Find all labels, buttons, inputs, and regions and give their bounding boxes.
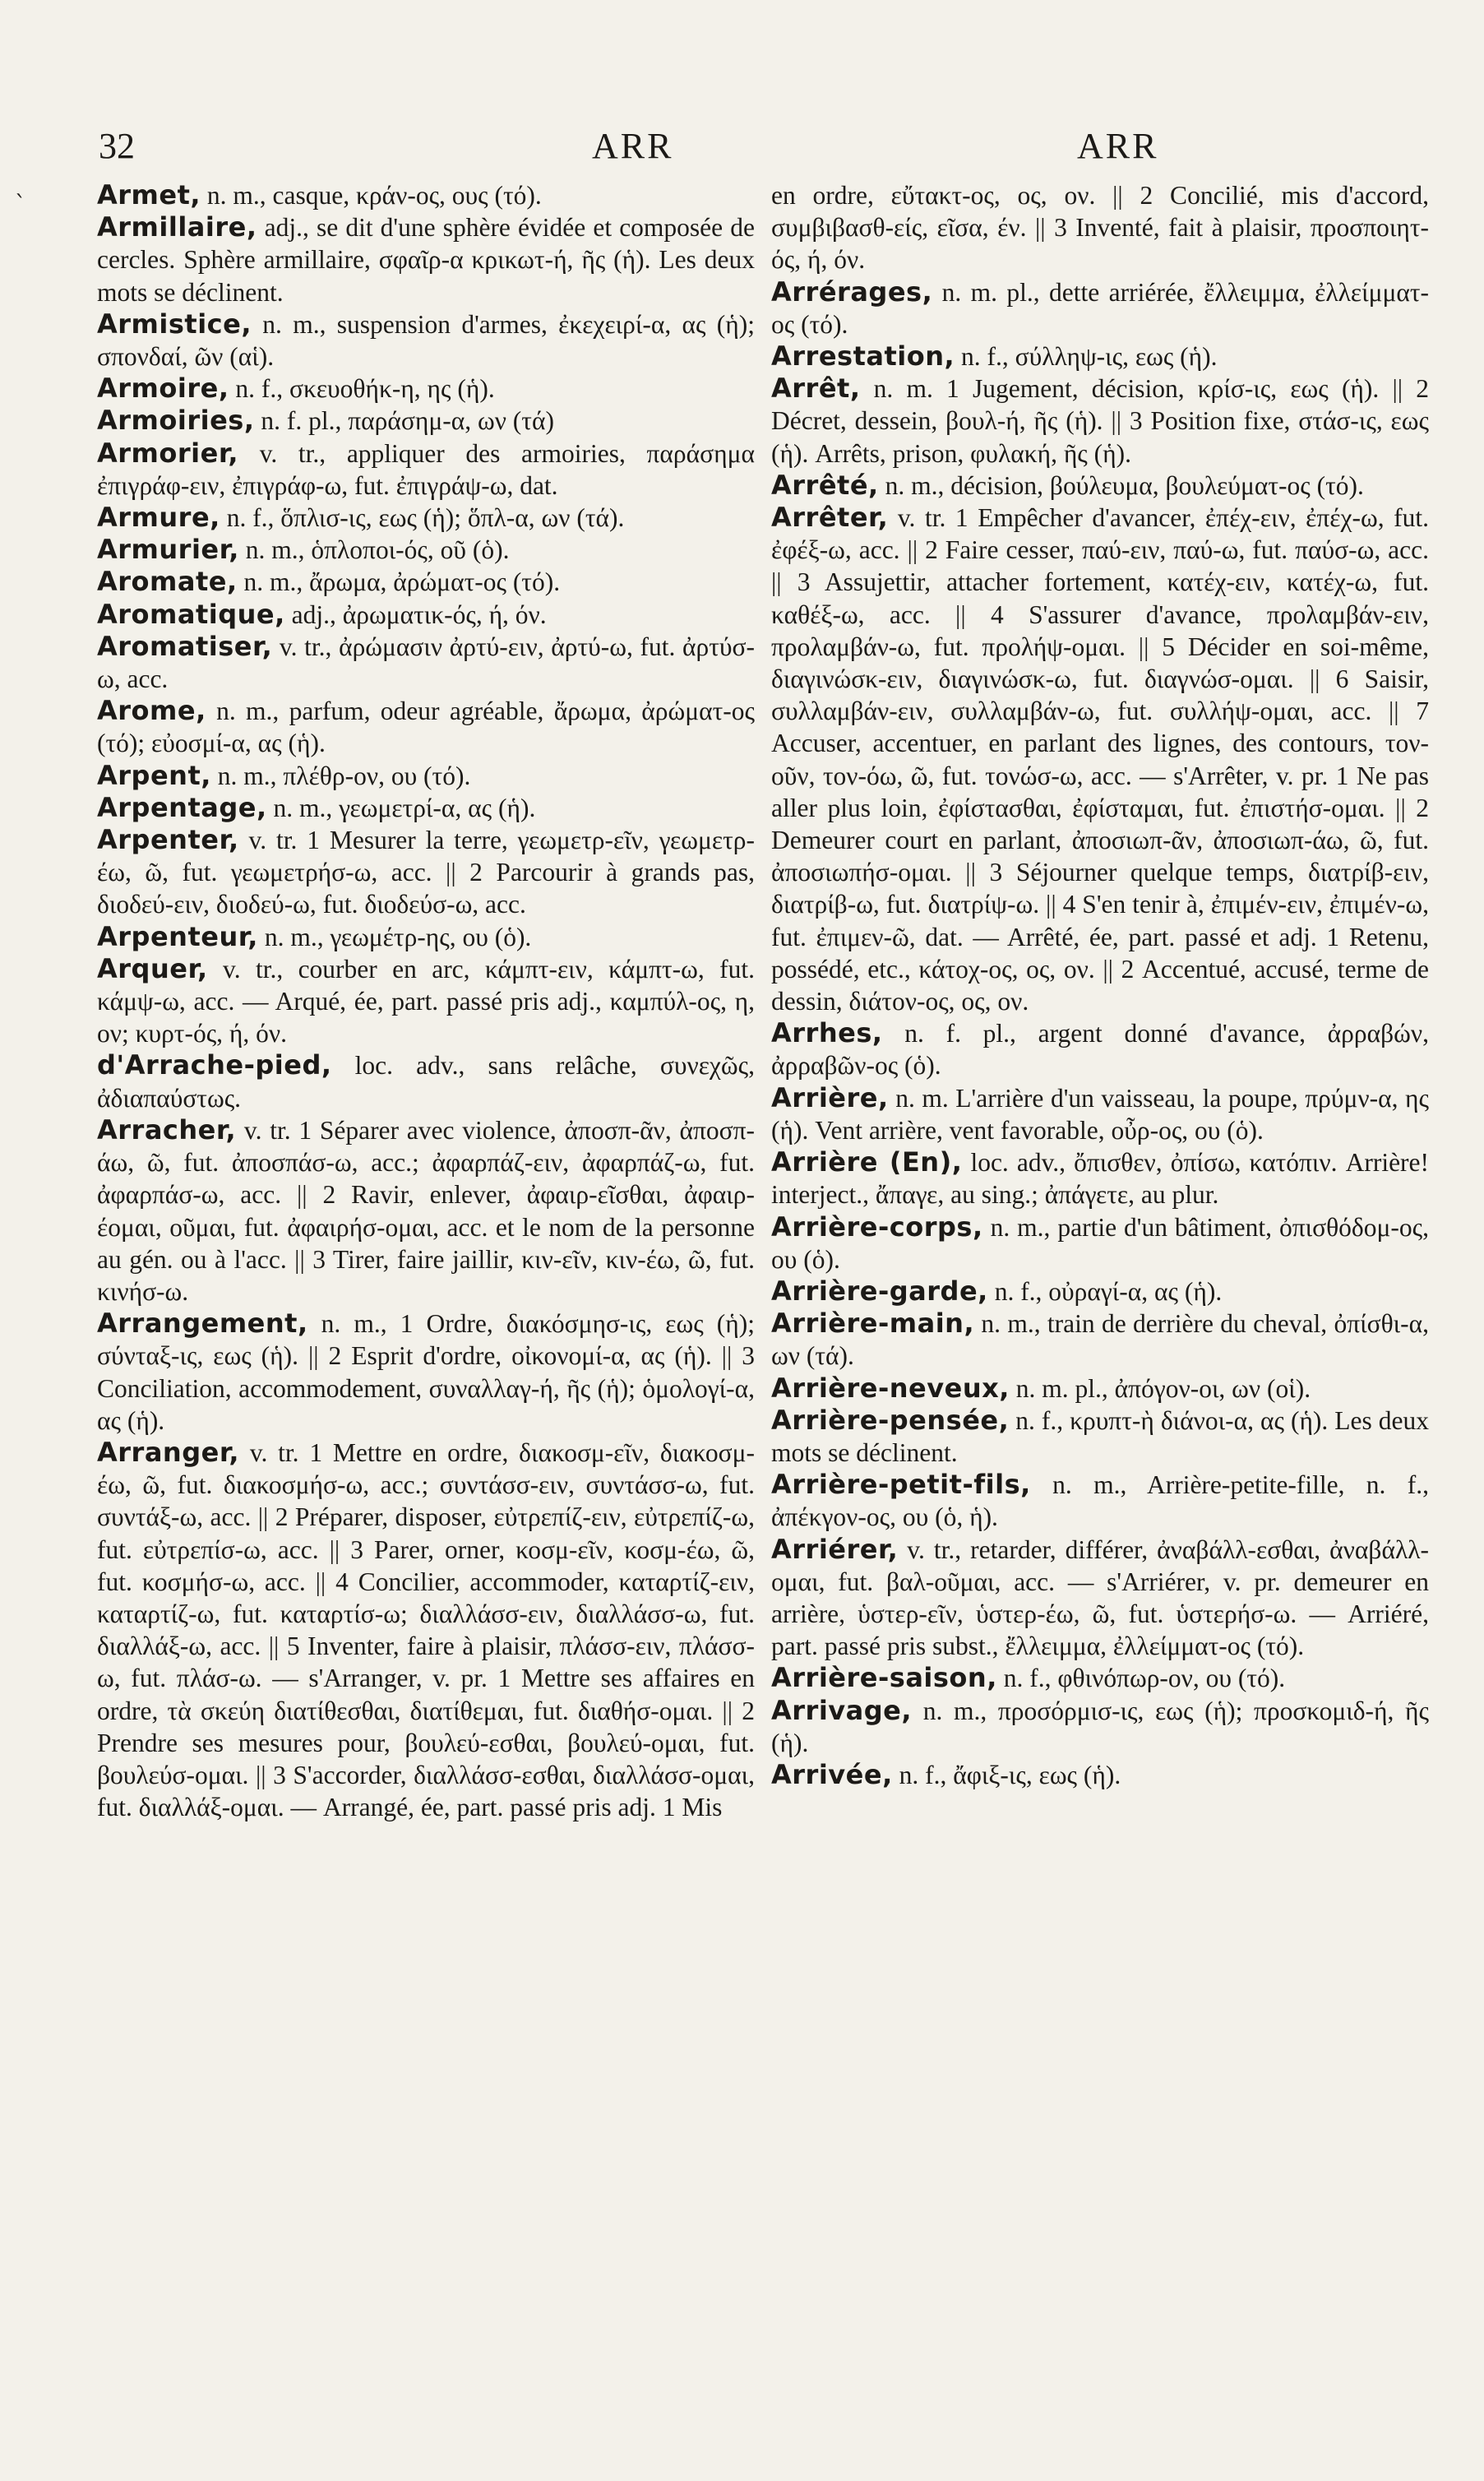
dictionary-entry <box>97 566 755 598</box>
dictionary-entry <box>771 1372 1429 1405</box>
entry-definition: adj., ἀρωματικ-ός, ή, όν. <box>284 599 547 629</box>
entry-headword: Arpent, <box>97 759 211 791</box>
entry-headword: Armoiries, <box>97 405 255 437</box>
entry-headword: Arrière-garde, <box>771 1275 988 1307</box>
dictionary-entry <box>771 340 1429 373</box>
entry-headword: Arranger, <box>97 1436 240 1468</box>
page-number: 32 <box>99 126 135 166</box>
entry-headword: Arome, <box>97 695 206 727</box>
entry-headword: Arrêté, <box>771 469 879 501</box>
dictionary-entry <box>97 502 755 534</box>
margin-mark: ` <box>15 191 26 218</box>
entry-definition: n. m., 1 Ordre, διακόσμησ-ις, εως (ἡ); σύνταξ-ις, εως (ἡ). || 2 Esprit d'ordre, οἰκονομί-α, ας (ἡ). || 3 Conciliation, accommodement, συναλλαγ-ή, ῆς (ἡ); ὁμολογί-α, ας (ἡ). <box>97 1309 755 1435</box>
dictionary-entry <box>771 1469 1429 1533</box>
entry-definition: n. f., οὐραγί-α, ας (ἡ). <box>987 1276 1223 1306</box>
dictionary-entry <box>97 373 755 405</box>
entry-headword: Armistice, <box>97 308 252 340</box>
entry-headword: Arrière, <box>771 1081 889 1113</box>
dictionary-entry <box>97 1049 755 1113</box>
entry-definition: v. tr. 1 Mesurer la terre, γεωμετρ-εῖν, γεωμετρ-έω, ῶ, fut. γεωμετρήσ-ω, acc. || 2 Parcourir à grands pas, διοδεύ-ειν, διοδεύ-ω, fut. διοδεύσ-ω, acc. <box>97 826 755 919</box>
entry-headword: Arrière-pensée, <box>771 1404 1010 1436</box>
running-head-right: ARR <box>1077 126 1159 166</box>
entry-headword: Arrière-neveux, <box>771 1372 1010 1404</box>
entry-headword: Armorier, <box>97 437 239 469</box>
dictionary-entry <box>97 631 755 695</box>
entry-headword: Arrière (En), <box>771 1146 963 1178</box>
entry-headword: Arrière-petit-fils, <box>771 1469 1031 1501</box>
dictionary-entry <box>771 470 1429 502</box>
entry-headword: Arrêter, <box>771 502 889 534</box>
entry-headword: Aromate, <box>97 566 238 598</box>
entry-headword: Arrérages, <box>771 275 933 308</box>
dictionary-entry <box>771 1275 1429 1308</box>
entry-headword: Aromatiser, <box>97 630 273 662</box>
entry-definition: loc. adv., ὄπισθεν, ὀπίσω, κατόπιν. Arrière! interject., ἄπαγε, au sing.; ἀπάγετε, au plur. <box>771 1148 1430 1210</box>
dictionary-entry <box>97 599 755 631</box>
dictionary-entry <box>97 405 755 437</box>
entry-headword: Arpentage, <box>97 791 267 823</box>
dictionary-entry <box>97 824 755 921</box>
entry-definition: n. f., κρυπτ-ὴ διάνοι-α, ας (ἡ). Les deux mots se déclinent. <box>771 1405 1429 1467</box>
entry-definition: n. m., προσόρμισ-ις, εως (ἡ); προσκομιδ-ή, ῆς (ἡ). <box>771 1696 1429 1757</box>
dictionary-entry <box>771 1534 1429 1663</box>
entry-headword: Arrêt, <box>771 373 861 405</box>
entry-definition: n. m., suspension d'armes, ἐκεχειρί-α, ας (ἡ); σπονδαί, ῶν (αἱ). <box>97 309 755 372</box>
dictionary-entry <box>771 179 1429 276</box>
running-head-left: ARR <box>592 126 674 166</box>
dictionary-entry <box>97 211 755 308</box>
dictionary-entry <box>97 308 755 373</box>
entry-headword: Arpenter, <box>97 824 239 856</box>
dictionary-entry <box>771 1759 1429 1791</box>
dictionary-entry <box>97 760 755 792</box>
entry-headword: Arrière-saison, <box>771 1662 997 1694</box>
entry-headword: Arrivée, <box>771 1758 893 1790</box>
entry-definition: n. f. pl., παράσημ-α, ων (τά) <box>254 406 554 436</box>
entry-headword: Armoire, <box>97 373 229 405</box>
dictionary-entry <box>97 179 755 211</box>
dictionary-entry <box>771 276 1429 340</box>
entry-definition: n. m., partie d'un bâtiment, ὀπισθόδομ-ος, ου (ὁ). <box>771 1212 1429 1274</box>
dictionary-entry <box>771 1662 1429 1694</box>
dictionary-entry <box>771 1211 1429 1275</box>
entry-definition: adj., se dit d'une sphère évidée et composée de cercles. Sphère armillaire, σφαῖρ-α κρικωτ-ή, ῆς (ἡ). Les deux mots se déclinent. <box>97 213 755 307</box>
entry-headword: d'Arrache-pied, <box>97 1049 332 1081</box>
entry-headword: Arrestation, <box>771 340 955 373</box>
entry-definition: n. m., γεωμετρί-α, ας (ἡ). <box>266 793 536 822</box>
entry-definition: en ordre, εὔτακτ-ος, ος, ον. || 2 Concilié, mis d'accord, συμβιβασθ-είς, εῖσα, έν. || 3 Inventé, fait à plaisir, προσποιητ-ός, ή, όν. <box>771 181 1429 275</box>
dictionary-entry <box>97 792 755 824</box>
dictionary-entry <box>97 534 755 566</box>
entry-definition: v. tr., appliquer des armoiries, παράσημα ἐπιγράφ-ειν, ἐπιγράφ-ω, fut. ἐπιγράψ-ω, dat. <box>97 438 755 500</box>
entry-headword: Armet, <box>97 179 201 211</box>
entry-definition: v. tr., ἀρώμασιν ἀρτύ-ειν, ἀρτύ-ω, fut. ἀρτύσ-ω, acc. <box>97 632 755 694</box>
entry-definition: n. m., parfum, odeur agréable, ἄρωμα, ἀρώματ-ος (τό); εὐοσμί-α, ας (ἡ). <box>97 697 755 758</box>
entry-definition: loc. adv., sans relâche, συνεχῶς, ἀδιαπαύστως. <box>97 1051 755 1113</box>
entry-definition: n. m., décision, βούλευμα, βουλεύματ-ος (τό). <box>878 470 1364 500</box>
entry-definition: n. m. pl., dette arriérée, ἔλλειμμα, ἐλλείμματ-ος (τό). <box>771 277 1429 339</box>
entry-headword: Arrière-main, <box>771 1308 975 1340</box>
entry-definition: n. m., γεωμέτρ-ης, ου (ὁ). <box>257 922 532 951</box>
entry-definition: n. m. L'arrière d'un vaisseau, la poupe, πρύμν-α, ης (ἡ). Vent arrière, vent favorable, οὖρ-ος, ου (ὁ). <box>771 1083 1429 1145</box>
entry-definition: n. f., σκευοθήκ-η, ης (ἡ). <box>229 374 495 404</box>
dictionary-entry <box>97 1114 755 1308</box>
dictionary-entry <box>97 437 755 502</box>
right-column <box>771 179 1429 1791</box>
entry-headword: Armure, <box>97 502 220 534</box>
entry-definition: v. tr. 1 Empêcher d'avancer, ἐπέχ-ειν, ἐπέχ-ω, fut. ἐφέξ-ω, acc. || 2 Faire cesser, παύ-ειν, παύ-ω, fut. παύσ-ω, acc. || 3 Assujettir, attacher fortement, κατέχ-ειν, κατέχ-ω, fut. καθέξ-ω, acc. || 4 S'assurer d'avance, προλαμβάν-ειν, προλαμβάν-ω, fut. προλήψ-ομαι. || 5 Décider en soi-même, διαγινώσκ-ειν, διαγινώσκ-ω, fut. διαγνώσ-ομαι. || 6 Saisir, συλλαμβάν-ειν, συλλαμβάν-ω, fut. συλλήψ-ομαι, acc. || 7 Accuser, accentuer, en parlant des lignes, des contours, τον-οῦν, τον-όω, ῶ, fut. τονώσ-ω, acc. — s'Arrêter, v. pr. 1 Ne pas aller plus loin, ἐφίστασθαι, ἐφίσταμαι, fut. ἐπιστήσ-ομαι. || 2 Demeurer court en parlant, ἀποσιωπ-ᾶν, ἀποσιωπ-άω, ῶ, fut. ἀποσιωπήσ-ομαι. || 3 Séjourner quelque temps, διατρίβ-ειν, διατρίβ-ω, fut. διατρίψ-ω. || 4 S'en tenir à, ἐπιμέν-ειν, ἐπιμέν-ω, fut. ἐπιμεν-ῶ, dat. — Arrêté, ée, part. passé et adj. 1 Retenu, possédé, etc., κάτοχ-ος, ος, ον. || 2 Accentué, accusé, terme de dessin, διάτον-ος, ος, ον. <box>771 503 1429 1016</box>
entry-definition: n. m. 1 Jugement, décision, κρίσ-ις, εως (ἡ). || 2 Décret, dessein, βουλ-ή, ῆς (ἡ). || 3 Position fixe, στάσ-ις, εως (ἡ). Arrêts, prison, φυλακή, ῆς (ἡ). <box>771 374 1429 468</box>
dictionary-entry <box>771 1146 1429 1210</box>
dictionary-entry <box>771 1017 1429 1081</box>
dictionary-entry <box>97 953 755 1050</box>
entry-headword: Arpenteur, <box>97 920 258 952</box>
entry-definition: v. tr., retarder, différer, ἀναβάλλ-εσθαι, ἀναβάλλ-ομαι, fut. βαλ-οῦμαι, acc. — s'Arriérer, v. pr. demeurer en arrière, ὑστερ-εῖν, ὑστερ-έω, ῶ, fut. ὑστερήσ-ω. — Arriéré, part. passé pris subst., ἔλλειμμα, ἐλλείμματ-ος (τό). <box>771 1534 1429 1661</box>
dictionary-entry <box>97 695 755 759</box>
dictionary-entry <box>97 1308 755 1437</box>
dictionary-entry <box>771 1308 1429 1372</box>
entry-definition: n. m., ὁπλοποι-ός, οῦ (ὁ). <box>238 535 510 565</box>
entry-definition: n. f., ὅπλισ-ις, εως (ἡ); ὅπλ-α, ων (τά). <box>220 503 625 533</box>
entry-definition: n. m., casque, κράν-ος, ους (τό). <box>201 181 542 210</box>
entry-definition: n. m., ἄρωμα, ἀρώματ-ος (τό). <box>237 567 561 597</box>
entry-definition: v. tr. 1 Mettre en ordre, διακοσμ-εῖν, διακοσμ-έω, ῶ, fut. διακοσμήσ-ω, acc.; συντάσσ-ειν, συντάσσ-ω, fut. συντάξ-ω, acc. || 2 Préparer, disposer, εὐτρεπίζ-ειν, εὐτρεπίζ-ω, fut. εὐτρεπίσ-ω, acc. || 3 Parer, orner, κοσμ-εῖν, κοσμ-έω, ῶ, fut. κοσμήσ-ω, acc. || 4 Concilier, accommoder, καταρτίζ-ειν, καταρτίζ-ω, fut. καταρτίσ-ω; διαλλάσσ-ειν, διαλλάσσ-ω, fut. διαλλάξ-ω, acc. || 5 Inventer, faire à plaisir, πλάσσ-ειν, πλάσσ-ω, fut. πλάσ-ω. — s'Arranger, v. pr. 1 Mettre ses affaires en ordre, τὰ σκεύη διατίθεσθαι, διατίθεμαι, fut. διαθήσ-ομαι. || 2 Prendre ses mesures pour, βουλεύ-εσθαι, βουλεύ-ομαι, fut. βουλεύσ-ομαι. || 3 S'accorder, διαλλάσσ-εσθαι, διαλλάσσ-ομαι, fut. διαλλάξ-ομαι. — Arrangé, ée, part. passé pris adj. 1 Mis <box>97 1437 755 1822</box>
entry-definition: n. m., Arrière-petite-fille, n. f., ἀπέκγον-ος, ου (ὁ, ἡ). <box>771 1470 1429 1532</box>
dictionary-entry <box>97 921 755 953</box>
entry-headword: Arriérer, <box>771 1533 899 1565</box>
entry-headword: Arrière-corps, <box>771 1210 983 1243</box>
entry-headword: Arquer, <box>97 952 208 984</box>
dictionary-entry <box>771 1695 1429 1759</box>
entry-headword: Arrangement, <box>97 1308 308 1340</box>
entry-headword: Arrhes, <box>771 1017 883 1049</box>
entry-headword: Armurier, <box>97 534 239 566</box>
dictionary-entry <box>771 502 1429 1017</box>
dictionary-entry <box>771 373 1429 470</box>
entry-definition: n. m., train de derrière du cheval, ὀπίσθι-α, ων (τά). <box>771 1309 1429 1371</box>
dictionary-entry <box>771 1082 1429 1146</box>
entry-definition: n. f., σύλληψ-ις, εως (ἡ). <box>955 342 1218 372</box>
entry-definition: n. f. pl., argent donné d'avance, ἀρραβών, ἀρραβῶν-ος (ὁ). <box>771 1019 1429 1081</box>
entry-definition: n. f., ἄφιξ-ις, εως (ἡ). <box>892 1760 1121 1789</box>
entry-headword: Arracher, <box>97 1113 237 1146</box>
entry-definition: v. tr., courber en arc, κάμπτ-ειν, κάμπτ-ω, fut. κάμψ-ω, acc. — Arqué, ée, part. passé pris adj., καμπύλ-ος, η, ον; κυρτ-ός, ή, όν. <box>97 954 755 1048</box>
entry-definition: n. m. pl., ἀπόγον-οι, ων (οἱ). <box>1009 1373 1311 1403</box>
dictionary-entry <box>771 1405 1429 1469</box>
entry-definition: n. m., πλέθρ-ον, ου (τό). <box>210 761 471 790</box>
entry-definition: v. tr. 1 Séparer avec violence, ἀποσπ-ᾶν, ἀποσπ-άω, ῶ, fut. ἀποσπάσ-ω, acc.; ἀφαρπάζ-ειν, ἀφαρπάζ-ω, fut. ἀφαρπάσ-ω, acc. || 2 Ravir, enlever, ἀφαιρ-εῖσθαι, ἀφαιρ-έομαι, οῦμαι, fut. ἀφαιρήσ-ομαι, acc. et le nom de la personne au gén. ou à l'acc. || 3 Tirer, faire jaillir, κιν-εῖν, κιν-έω, ῶ, fut. κινήσ-ω. <box>97 1115 755 1306</box>
left-column <box>97 179 755 1823</box>
entry-headword: Aromatique, <box>97 598 285 630</box>
entry-headword: Armillaire, <box>97 211 257 243</box>
entry-headword: Arrivage, <box>771 1694 913 1726</box>
entry-definition: n. f., φθινόπωρ-ον, ου (τό). <box>996 1664 1286 1693</box>
dictionary-entry <box>97 1437 755 1823</box>
